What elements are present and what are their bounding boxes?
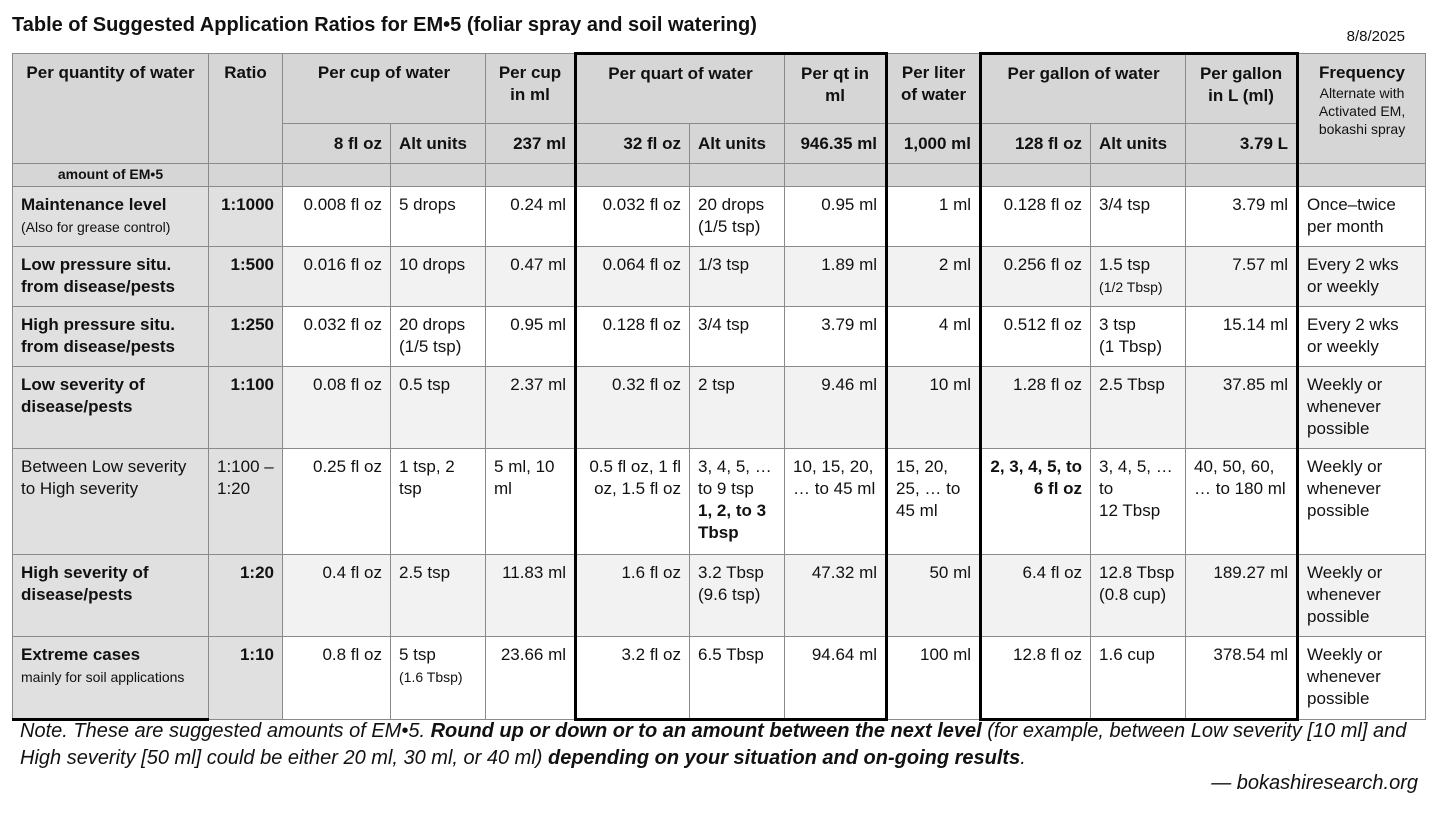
qt-alt-line2: (1/5 tsp) [698, 217, 761, 236]
header-cup-ml: 237 ml [486, 124, 576, 164]
table-row [13, 555, 1426, 637]
qt-alt-line1: 3, 4, 5, … to 9 tsp [698, 457, 772, 498]
source-credit: — bokashiresearch.org [1211, 772, 1418, 794]
qt-ml: 47.32 ml [785, 555, 887, 637]
table-row [13, 637, 1426, 720]
note-middle: (for example, between Low severity [10 ml] and High severity [50 ml] could be either 20 ml, 30 ml, or 40 ml) [20, 720, 1407, 769]
row-sublabel: (Also for grease control) [21, 219, 171, 235]
table-row [13, 247, 1426, 307]
liter-ml: 2 ml [887, 247, 981, 307]
row-label: Maintenance level [21, 195, 167, 214]
header-frequency [1298, 54, 1426, 164]
qt-oz: 0.064 fl oz [576, 247, 690, 307]
header-cup-alt: Alt units [391, 124, 486, 164]
header-per-liter: Per liter of water [887, 54, 981, 124]
table-row [13, 449, 1426, 555]
cup-oz: 0.8 fl oz [283, 637, 391, 720]
header-per-gallon-l: Per gallon in L (ml) [1186, 54, 1298, 124]
row-ratio: 1:500 [209, 247, 283, 307]
gal-alt [1091, 247, 1186, 307]
row-label: High severity of disease/pests [13, 555, 209, 637]
cup-alt [391, 307, 486, 367]
qt-oz: 3.2 fl oz [576, 637, 690, 720]
row-label: Low pressure situ. from disease/pests [13, 247, 209, 307]
cup-ml: 0.24 ml [486, 187, 576, 247]
gal-alt-line1: 3, 4, 5, … to [1099, 457, 1173, 498]
header-per-cup: Per cup of water [283, 54, 486, 124]
qt-alt-line2: (9.6 tsp) [698, 585, 761, 604]
gal-alt-line2: (1 Tbsp) [1099, 337, 1163, 356]
frequency: Every 2 wks or weekly [1298, 307, 1426, 367]
table-row [13, 307, 1426, 367]
gal-alt-line1: 3 tsp [1099, 315, 1136, 334]
header-per-quart: Per quart of water [576, 54, 785, 124]
cup-oz: 0.008 fl oz [283, 187, 391, 247]
cup-ml: 0.95 ml [486, 307, 576, 367]
qt-ml: 1.89 ml [785, 247, 887, 307]
gal-l: 189.27 ml [1186, 555, 1298, 637]
gal-l: 3.79 ml [1186, 187, 1298, 247]
gal-alt-line2: 12 Tbsp [1099, 501, 1161, 520]
header-cup-oz: 8 fl oz [283, 124, 391, 164]
header-qt-alt: Alt units [690, 124, 785, 164]
gal-l: 7.57 ml [1186, 247, 1298, 307]
gal-alt [1091, 555, 1186, 637]
frequency: Weekly or whenever possible [1298, 637, 1426, 720]
qt-alt: 3/4 tsp [690, 307, 785, 367]
liter-ml: 15, 20, 25, … to 45 ml [887, 449, 981, 555]
header-ratio: Ratio [209, 54, 283, 164]
gal-oz: 0.128 fl oz [981, 187, 1091, 247]
cup-ml: 5 ml, 10 ml [486, 449, 576, 555]
row-label: Between Low severity to High severity [13, 449, 209, 555]
frequency: Weekly or whenever possible [1298, 367, 1426, 449]
cup-alt: 2.5 tsp [391, 555, 486, 637]
frequency: Weekly or whenever possible [1298, 449, 1426, 555]
qt-alt-line2: 1, 2, to 3 Tbsp [698, 501, 767, 542]
frequency: Once–twice per month [1298, 187, 1426, 247]
qt-ml: 10, 15, 20, … to 45 ml [785, 449, 887, 555]
gal-alt [1091, 449, 1186, 555]
cup-oz: 0.032 fl oz [283, 307, 391, 367]
cup-ml: 0.47 ml [486, 247, 576, 307]
qt-ml: 3.79 ml [785, 307, 887, 367]
note-prefix: Note. These are suggested amounts of EM•5. [20, 720, 431, 742]
row-ratio: 1:10 [209, 637, 283, 720]
gal-l: 37.85 ml [1186, 367, 1298, 449]
qt-alt [690, 449, 785, 555]
cup-alt: 5 drops [391, 187, 486, 247]
liter-ml: 50 ml [887, 555, 981, 637]
gal-alt [1091, 307, 1186, 367]
header-per-gallon: Per gallon of water [981, 54, 1186, 124]
cup-oz: 0.08 fl oz [283, 367, 391, 449]
qt-oz: 0.032 fl oz [576, 187, 690, 247]
cup-oz: 0.016 fl oz [283, 247, 391, 307]
header-liter-ml: 1,000 ml [887, 124, 981, 164]
qt-alt: 2 tsp [690, 367, 785, 449]
liter-ml: 4 ml [887, 307, 981, 367]
gal-oz: 2, 3, 4, 5, to 6 fl oz [981, 449, 1091, 555]
gal-oz: 0.512 fl oz [981, 307, 1091, 367]
gal-alt-line2: (1/2 Tbsp) [1099, 279, 1163, 295]
gal-l: 40, 50, 60, … to 180 ml [1186, 449, 1298, 555]
gal-alt: 2.5 Tbsp [1091, 367, 1186, 449]
header-per-qt-ml: Per qt in ml [785, 54, 887, 124]
note-bold-2: depending on your situation and on-going results [548, 747, 1021, 769]
ratio-table [12, 52, 1426, 721]
row-label: Extreme cases [21, 645, 141, 664]
date-label: 8/8/2025 [1346, 28, 1405, 45]
note-bold-1: Round up or down or to an amount between the next level [430, 720, 982, 742]
qt-alt-line1: 20 drops [698, 195, 765, 214]
header-gal-l: 3.79 L [1186, 124, 1298, 164]
cup-ml: 23.66 ml [486, 637, 576, 720]
header-frequency-title: Frequency [1319, 63, 1406, 82]
qt-oz: 0.32 fl oz [576, 367, 690, 449]
header-frequency-sub: Alternate with Activated EM, bokashi spray [1318, 85, 1406, 137]
cup-alt-line1: 5 tsp [399, 645, 436, 664]
table-row [13, 187, 1426, 247]
cup-alt [391, 637, 486, 720]
qt-alt-line1: 3.2 Tbsp [698, 563, 764, 582]
gal-oz: 1.28 fl oz [981, 367, 1091, 449]
qt-oz: 1.6 fl oz [576, 555, 690, 637]
cup-alt-line1: 20 drops [399, 315, 466, 334]
frequency: Weekly or whenever possible [1298, 555, 1426, 637]
row-sublabel: mainly for soil applications [21, 669, 185, 685]
cup-ml: 2.37 ml [486, 367, 576, 449]
gal-alt: 3/4 tsp [1091, 187, 1186, 247]
qt-ml: 9.46 ml [785, 367, 887, 449]
header-gal-alt: Alt units [1091, 124, 1186, 164]
gal-oz: 12.8 fl oz [981, 637, 1091, 720]
cup-oz: 0.25 fl oz [283, 449, 391, 555]
table-row [13, 367, 1426, 449]
qt-alt: 1/3 tsp [690, 247, 785, 307]
header-per-quantity: Per quantity of water [13, 54, 209, 164]
qt-ml: 94.64 ml [785, 637, 887, 720]
qt-alt [690, 187, 785, 247]
qt-oz: 0.5 fl oz, 1 fl oz, 1.5 fl oz [576, 449, 690, 555]
row-ratio: 1:100 – 1:20 [209, 449, 283, 555]
row-label: Low severity of disease/pests [13, 367, 209, 449]
gal-l: 15.14 ml [1186, 307, 1298, 367]
header-amount: amount of EM•5 [13, 164, 209, 187]
qt-ml: 0.95 ml [785, 187, 887, 247]
cup-alt-line2: (1.6 Tbsp) [399, 669, 463, 685]
gal-oz: 0.256 fl oz [981, 247, 1091, 307]
cup-alt: 1 tsp, 2 tsp [391, 449, 486, 555]
cup-alt: 0.5 tsp [391, 367, 486, 449]
gal-alt: 1.6 cup [1091, 637, 1186, 720]
footnote [20, 718, 1418, 772]
row-label: High pressure situ. from disease/pests [13, 307, 209, 367]
gal-alt-line2: (0.8 cup) [1099, 585, 1167, 604]
row-ratio: 1:20 [209, 555, 283, 637]
row-ratio: 1:250 [209, 307, 283, 367]
header-per-cup-ml: Per cup in ml [486, 54, 576, 124]
note-suffix: . [1020, 747, 1026, 769]
gal-oz: 6.4 fl oz [981, 555, 1091, 637]
header-gal-oz: 128 fl oz [981, 124, 1091, 164]
cup-oz: 0.4 fl oz [283, 555, 391, 637]
cup-ml: 11.83 ml [486, 555, 576, 637]
qt-alt: 6.5 Tbsp [690, 637, 785, 720]
frequency: Every 2 wks or weekly [1298, 247, 1426, 307]
row-ratio: 1:100 [209, 367, 283, 449]
liter-ml: 1 ml [887, 187, 981, 247]
liter-ml: 10 ml [887, 367, 981, 449]
header-qt-oz: 32 fl oz [576, 124, 690, 164]
gal-alt-line1: 1.5 tsp [1099, 255, 1151, 274]
header-qt-ml: 946.35 ml [785, 124, 887, 164]
cup-alt: 10 drops [391, 247, 486, 307]
qt-oz: 0.128 fl oz [576, 307, 690, 367]
page-title: Table of Suggested Application Ratios for EM•5 (foliar spray and soil watering) [12, 14, 757, 36]
cup-alt-line2: (1/5 tsp) [399, 337, 462, 356]
gal-l: 378.54 ml [1186, 637, 1298, 720]
qt-alt [690, 555, 785, 637]
gal-alt-line1: 12.8 Tbsp [1099, 563, 1175, 582]
row-ratio: 1:1000 [209, 187, 283, 247]
liter-ml: 100 ml [887, 637, 981, 720]
